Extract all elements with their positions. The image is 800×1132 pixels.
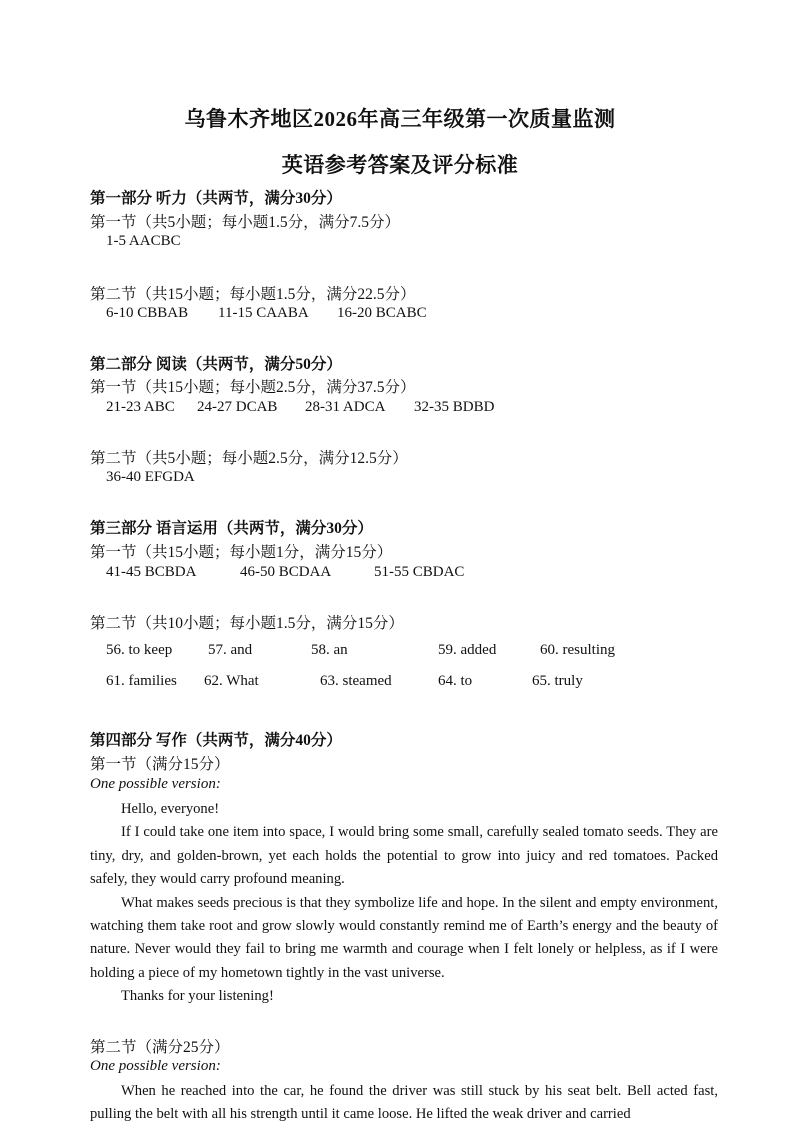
part1-sec2-heading: 第二节（共15小题；每小题1.5分，满分22.5分）	[90, 286, 416, 303]
answer-group: 36-40 EFGDA	[106, 469, 195, 485]
essay-paragraph: Thanks for your listening!	[121, 988, 274, 1005]
answer-group: 51-55 CBDAC	[374, 564, 465, 580]
cloze-answer: 65. truly	[532, 673, 583, 689]
cloze-answer: 58. an	[311, 642, 348, 658]
part2-heading: 第二部分 阅读（共两节，满分50分）	[90, 356, 342, 373]
answer-group: 6-10 CBBAB	[106, 305, 189, 321]
essay-paragraph: If I could take one item into space, I would bring some small, carefully sealed tomato seeds. They are tiny, dry, and golden-brown, yet each holds the potential to grow into juicy and red tomatoes. Packed safely, they would carry profound meaning.	[90, 824, 718, 888]
answer-group: 46-50 BCDAA	[240, 564, 332, 580]
part4-sec1-heading: 第一节（满分15分）	[90, 756, 230, 773]
part4-heading: 第四部分 写作（共两节，满分40分）	[90, 732, 342, 749]
essay-paragraph: What makes seeds precious is that they symbolize life and hope. In the silent and empty environment, watching them take root and grow slowly would constantly remind me of Earth’s energy and the beauty of nature. Never would they fail to bring me warmth and courage when I felt lonely or helpless, as if I were holding a piece of my hometown tightly in the vast universe.	[90, 894, 718, 981]
version-label: One possible version:	[90, 776, 221, 792]
answer-group: 24-27 DCAB	[197, 399, 278, 415]
cloze-answer: 59. added	[438, 642, 497, 658]
part2-sec2-heading: 第二节（共5小题；每小题2.5分，满分12.5分）	[90, 450, 408, 467]
version-label: One possible version:	[90, 1058, 221, 1074]
part3-heading: 第三部分 语言运用（共两节，满分30分）	[90, 520, 373, 537]
cloze-answer: 60. resulting	[540, 642, 615, 658]
answer-group: 41-45 BCBDA	[106, 564, 197, 580]
document-title: 乌鲁木齐地区2026年高三年级第一次质量监测	[184, 107, 616, 131]
part1-sec1-heading: 第一节（共5小题；每小题1.5分，满分7.5分）	[90, 214, 401, 231]
answer-group: 21-23 ABC	[106, 399, 175, 415]
essay-paragraph: Hello, everyone!	[121, 801, 220, 817]
answer-group: 32-35 BDBD	[414, 399, 495, 415]
cloze-answer: 64. to	[438, 673, 473, 689]
part1-heading: 第一部分 听力（共两节，满分30分）	[90, 190, 342, 207]
answer-group: 28-31 ADCA	[305, 399, 386, 415]
essay-paragraph: When he reached into the car, he found the driver was still stuck by his seat belt. Bell acted fast, pulling the belt with all his strength until it came loose. He lifted the weak driver and carried	[90, 1083, 718, 1123]
cloze-answer: 61. families	[106, 673, 177, 689]
sample-essay-1	[90, 798, 718, 1009]
part4-sec2-heading: 第二节（满分25分）	[90, 1039, 230, 1056]
sample-essay-2	[90, 1080, 718, 1127]
answer-group: 11-15 CAABA	[218, 305, 309, 321]
part3-sec1-heading: 第一节（共15小题；每小题1分，满分15分）	[90, 544, 393, 561]
part3-sec2-heading: 第二节（共10小题；每小题1.5分，满分15分）	[90, 615, 404, 632]
answer-group: 16-20 BCABC	[337, 305, 427, 321]
cloze-answer: 56. to keep	[106, 642, 173, 658]
part2-sec1-heading: 第一节（共15小题；每小题2.5分，满分37.5分）	[90, 379, 416, 396]
answer-group: 1-5 AACBC	[106, 233, 181, 249]
cloze-answer: 57. and	[208, 642, 253, 658]
cloze-answer: 62. What	[204, 673, 259, 689]
cloze-answer: 63. steamed	[320, 673, 392, 689]
document-subtitle: 英语参考答案及评分标准	[281, 153, 519, 177]
